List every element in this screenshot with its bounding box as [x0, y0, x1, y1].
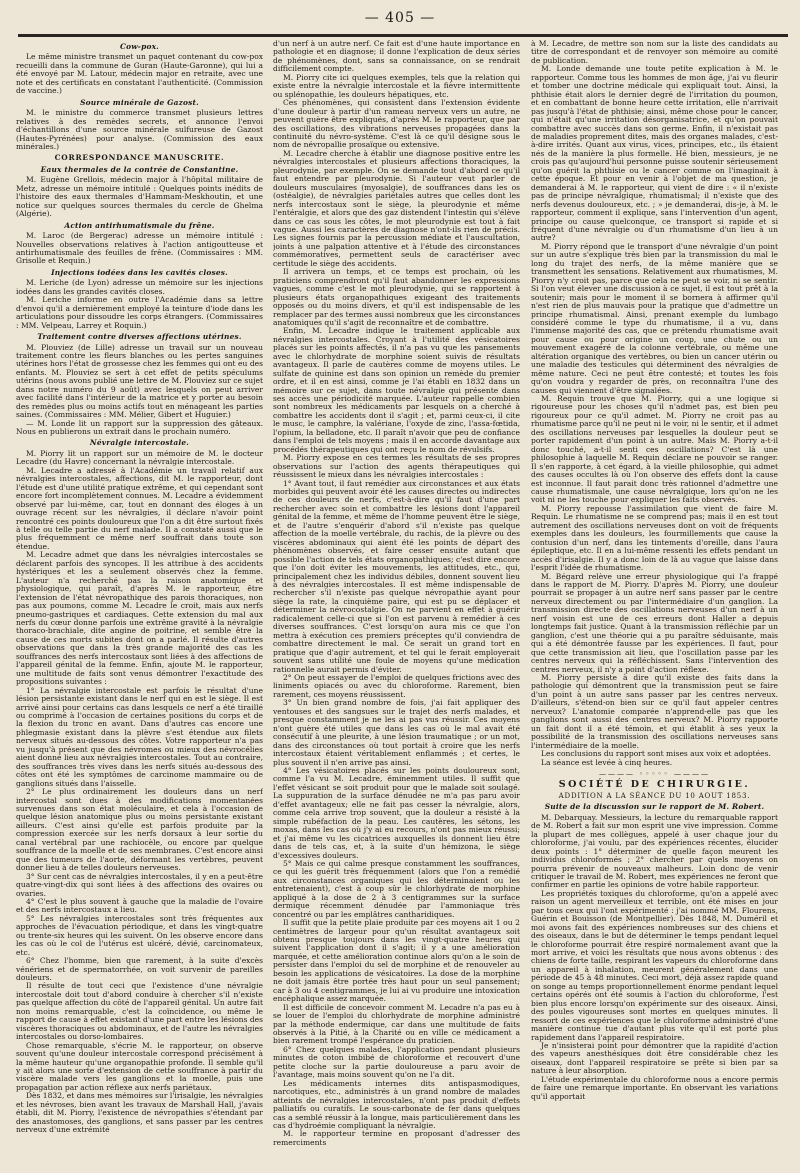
- paragraph: Les conclusions du rapport sont mises aux voix et adoptées.: [541, 749, 771, 759]
- page-number: — 405 —: [364, 10, 436, 26]
- paragraph: M. Eugène Grellois, médecin major à l'hôpital militaire de Metz, adresse un mémoire intitulé : Quelques points inédits de l'histoire des eaux thermales d'Hammam-Meskhoutin, et une notice sur quelques sources thermales du cercle de Ghelma (Algérie).: [16, 175, 263, 219]
- section-heading: Action antirhumatismale du frêne.: [64, 220, 215, 230]
- paragraph: M. Piorry répond que le transport d'une névralgie d'un point sur un autre s'explique très bien par la transmission du mal le long du trajet des nerfs, de la même manière que se transmettent les sensations. Relativement aux rhumatismes, M. Piorry n'y croit pas, parce que cela ne peut se voir, ni se sentir. Si l'on veut élever une discussion à ce sujet, il est tout prêt à la soutenir; mais pour le moment il se bornera à affirmer qu'il n'est rien de plus mauvais pour la pratique que d'admettre un principe rhumatismal. Ainsi, prenant exemple du lumbago considéré comme le type du rhumatisme, il a vu, dans l'immense majorité des cas, que ce prétendu rhumatisme avait pour cause ou pour origine un coup, une chute ou un mouvement exagéré de la colonne vertébrale, ou même une altération organique des vertèbres, ou bien un cancer utérin ou une maladie des testicules qui déterminent des névralgies de même nature. Ceci ne peut être contesté; et toutes les fois qu'on voudra y regarder de près, on reconnaîtra l'une des causes qui viennent d'être signalées.: [531, 241, 778, 395]
- paragraph: 5° Mais ce qui calme presque constamment les souffrances, ce qui les guérit très fréquemment (alors que l'on a remédié aux circonstances organiques qui les déterminaient ou les entretenaient), c'est à coup sûr le chlorhydrate de morphine appliqué à la dose de 2 à 3 centigrammes sur la surface dermique récemment dénudée par l'ammoniaque très concentré ou par les emplâtres cantharidiques.: [273, 858, 520, 919]
- paragraph: 1° La névralgie intercostale est parfois le résultat d'une lésion persistante existant dans le nerf qui en est le siège. Il est arrivé ainsi pour certains cas dans lesquels ce nerf a été tiraillé ou comprimé à l'occasion de certaines positions du corps et de la flexion du tronc en avant. Dans d'autres cas encore une phlegmasie existant dans la plèvre s'est étendue aux filets nerveux situés au-dessous des côtes. Votre rapporteur n'a pas vu jusqu'à présent que des névromes ou mieux des névrocélies aient donné lieu aux névralgies intercostales. Tout au contraire, des souffrances très vives dans les nerfs situés au-dessous des côtes ont été les symptômes de carcinome mammaire ou de ganglions situés dans l'aisselle.: [16, 685, 263, 788]
- paragraph: M. Leriche informe en outre l'Académie dans sa lettre d'envoi qu'il a dernièrement employé la teinture d'iode dans les articulations pour dissoudre les corps étrangers. (Commissaires : MM. Velpeau, Larrey et Roquin.): [16, 295, 263, 330]
- paragraph: Chose remarquable, s'écrie M. le rapporteur, on observe souvent qu'une douleur intercostale correspond précisément à la même hauteur qu'une organopathie profonde. Il semble qu'il y ait alors une sorte d'extension de cette souffrance à partir du viscère malade vers les ganglions et la moelle, puis une propagation par action réflexe aux nerfs pariétaux.: [16, 1040, 263, 1092]
- paragraph: M. le rapporteur termine en proposant d'adresser des remerciments: [273, 1129, 520, 1147]
- paragraph: Enfin, M. Lecadre indique le traitement applicable aux névralgies intercostales. Croyant à l'utilité des vésicatoires placés sur les points affectés, il n'a pas vu que les pansements avec le chlorhydrate de morphine soient suivis de résultats avantageux. Il parle de cautères comme de moyens utiles. Le sulfate de quinine est dans son opinion un remède du premier ordre, et il en est ainsi, comme je l'ai établi en 1832 dans un mémoire sur ce sujet, dans toute névralgie qui présente dans ses accès une périodicité marquée. L'auteur rappelle combien sont nombreux les médicaments par lesquels on a cherché à combattre les accidents dont il s'agit ; et, parmi ceux-ci, il cite le musc, le camphre, la valériane, l'oxyde de zinc, l'assa-fœtida, l'opium, la belladone, etc. Il paraît n'avoir que peu de confiance dans l'emploi de tels moyens ; mais il en accorde davantage aux procédés thérapeutiques qui ont reçu le nom de révulsifs.: [273, 326, 520, 454]
- paragraph: M. Piorry repousse l'assimilation que vient de faire M. Requin. Le rhumatisme ne se comprend pas; mais il en est tout autrement des oscillations nerveuses dont on voit de fréquents exemples dans les douleurs, les fourmillements que cause la contusion d'un nerf, dans les tintements d'oreille, dans l'aura épileptique, etc. Il en a lui-même ressenti les effets pendant un accès d'irisalgie. Il y a donc loin de là au vague que laisse dans l'esprit l'idée de rhumatisme.: [531, 503, 778, 573]
- section-heading: Source minérale de Gazost.: [80, 97, 199, 107]
- paragraph: M. Leriche (de Lyon) adresse un mémoire sur les injections iodées dans les grandes cavités closes.: [16, 278, 263, 296]
- paragraph: Il résulte de tout ceci que l'existence d'une névralgie intercostale doit tout d'abord conduire à chercher s'il n'existe pas quelque affection du côté de l'appareil génital. Un autre fait non moins remarquable, c'est la coïncidence, ou même le rapport de cause à effet existant d'une part entre les lésions des viscères thoraciques ou abdominaux, et de l'autre les névralgies intercostales ou dorso-lombaires.: [16, 981, 263, 1042]
- paragraph: M. Plouviez (de Lille) adresse un travail sur un nouveau traitement contre les fleurs blanches ou les pertes sanguines utérines hors l'état de grossesse chez les femmes qui ont eu des enfants. M. Plouviez se sert à cet effet de petits spéculums utérins (nous avons publié une lettre de M. Plouviez sur ce sujet dans notre numéro du 9 août) avec lesquels on peut arriver avec facilité dans l'intérieur de la matrice et y porter au besoin des remèdes plus ou moins actifs tout en ménageant les parties saines. (Commissaires : MM. Mélier, Gibert et Huguier.): [16, 342, 263, 420]
- column-right: [531, 40, 778, 1165]
- paragraph: M. Bégard relève une erreur physiologique qui l'a frappé dans le rapport de M. Piorry. D'après M. Piorry, une douleur pourrait se propager à un autre nerf sans passer par le centre nerveux directement ou par l'intermédiaire d'un ganglion. La transmission directe des oscillations nerveuses d'un nerf à un nerf voisin est une de ces erreurs dont Haller a depuis longtemps fait justice. Quant à la transmission réfléchie par un ganglion, c'est une théorie qui a pu paraître séduisante, mais qui a été démontrée fausse par les expériences. Il faut, pour que cette transmission ait lieu, que l'oscillation passe par les centres nerveux qui la réfléchissent. Sans l'intervention des centres nerveux, il n'y a point d'action réflexe.: [531, 571, 778, 674]
- paragraph: M. Piorry cite ici quelques exemples, tels que la relation qui existe entre la névralgie intercostale et la fièvre intermittente ou splénopathie, les douleurs hépatiques, etc.: [273, 72, 520, 99]
- society-title: SOCIÉTÉ DE CHIRURGIE.: [558, 779, 751, 791]
- paragraph: Le même ministre transmet un paquet contenant du cow-pox recueilli dans la commune de Guran (Haute-Garonne), qui lui a été envoyé par M. Latour, médecin major en retraite, avec une note et des certificats en constatant l'authenticité. (Commission de vaccine.): [16, 52, 263, 96]
- session-date: ADDITION A LA SÉANCE DU 10 AOUT 1853.: [558, 791, 751, 800]
- paragraph: 4° C'est le plus souvent à gauche que la maladie de l'ovaire et des nerfs intercostaux a lieu.: [16, 896, 263, 915]
- paragraph: 6° Chez l'homme, bien que rarement, à la suite d'excès vénériens et de spermatorrhée, on voit survenir de pareilles douleurs.: [16, 956, 263, 983]
- paragraph: M. Lecadre a adressé à l'Académie un travail relatif aux névralgies intercostales, affections, dit M. le rapporteur, dont l'étude est d'une utilité pratique extrême, et qui cependant sont encore fort incomplètement connues. M. Lecadre a évidemment observé par lui-même, car, tout en donnant des éloges à un ouvrage récent sur les névralgies, il déclare n'avoir point rencontré ces points douloureux que l'on a dit être surtout fixés à telle ou telle partie du nerf malade. Il a constaté aussi que le plus fréquemment ce même nerf souffrait dans toute son étendue.: [16, 465, 263, 551]
- section-heading: Cow-pox.: [120, 42, 159, 51]
- paragraph: M. Piorry lit un rapport sur un mémoire de M. le docteur Lecadre (du Havre) concernant la névralgie intercostale.: [16, 448, 263, 467]
- paragraph: M. Laroc (de Bergerac) adresse un mémoire intitulé : Nouvelles observations relatives à l'action antigoutteuse et antirhumatismale des feuilles de frêne. (Commissaires : MM. Grisolle et Requin.): [16, 231, 263, 266]
- paragraph: Il est difficile de concevoir comment M. Lecadre n'a pas eu à se louer de l'emploi du chlorhydrate de morphine administré par la méthode endermique, car dans une multitude de faits observés à la Pitié, à la Charité ou en ville ce médicament a bien rarement trompé l'espérance du praticien.: [273, 1002, 520, 1046]
- section-heading: CORRESPONDANCE MANUSCRITE.: [54, 153, 225, 163]
- paragraph: M. Lecadre cherche à établir une diagnose positive entre les névralgies intercostales et plusieurs affections thoraciques, la pleurodynie, par exemple. On se demande tout d'abord ce qu'il faut entendre par pleurodynie. Si l'auteur veut parler de douleurs musculaires (myosalgie), de souffrances dans les os (ostéalgie), de névralgies pariétales autres que celles dont les nerfs intercostaux sont le siège, la pleurodynie et même l'entéralgie, et alors que des gaz distendent l'intestin qui s'élève dans ce cas sous les côtes, le mot pleurodynie est tout à fait vague. Aussi les caractères de diagnose n'ont-ils rien de précis. Les signes fournis par la percussion médiate et l'auscultation, joints à une palpation attentive et à l'étude des circonstances commémoratives, permettent seuls de caractériser avec certitude le siège des accidents.: [273, 148, 520, 268]
- section-heading: Névralgie intercostale.: [89, 438, 190, 448]
- paragraph: M. Londe demande une toute petite explication à M. le rapporteur. Comme tous les hommes de mon âge, j'ai vu fleurir et tomber une doctrine médicale qui expliquait tout. Ainsi, la phthisie était alors le dernier degré de l'irritation du poumon, et en combattant de bonne heure cette irritation, elle n'arrivait pas jusqu'à l'état de phthisie; ainsi, même chose pour le cancer, qui n'était qu'une irritation désorganisatrice, et qu'on pouvait combattre avec succès dans son germe. Enfin, il n'existait pas de maladies proprement dites, mais des organes malades, c'est-à-dire irrités. Quant aux virus, vices, principes, etc., ils étaient nés de la manière la plus formelle. Hé bien, messieurs, je ne crois pas qu'aujourd'hui personne puisse soutenir sérieusement qu'on guérit la phthisie ou le cancer comme on l'imaginait à cette époque. Et pour en venir à l'objet de ma question, je demanderai à M. le rapporteur, qui vient de dire : « il n'existe pas de principe névralgique, rhumatismal; il n'existe que des nerfs devenus douloureux, etc. ; » je demanderai, dis-je, à M. le rapporteur, comment il explique, sans l'intervention d'un agent, principe ou cause quelconque, ce transport si rapide et si fréquent d'une névralgie ou d'un rhumatisme d'un lieu à un autre?: [531, 64, 778, 243]
- section-heading: Injections iodées dans les cavités closes.: [51, 267, 228, 277]
- paragraph: 3° Un bien grand nombre de fois, j'ai fait appliquer des ventouses et des sangsues sur le trajet des nerfs malades, et presque constamment je ne les ai pas vus réussir. Ces moyens n'ont guère été utiles que dans les cas où le mal avait été consécutif à une pleurite, à une lésion traumatique ; or un mot, dans des circonstances où tout portait à croire que les nerfs intercostaux étaient véritablement enflammés ; et certes, le plus souvent il n'en arrive pas ainsi.: [273, 698, 520, 767]
- paragraph: M. Lecadre admet que dans les névralgies intercostales se déclarent parfois des syncopes. Il les attribue à des accidents hystériques et les a seulement observés chez la femme. L'auteur n'a recherché pas la raison anatomique et physiologique, qui paraît, d'après M. le rapporteur, être l'extension de l'état névropathique des parois thoraciques, non pas aux poumons, comme M. Lecadre le croit, mais aux nerfs pneumo-gastriques et cardiaques. Cette extension du mal aux nerfs du cœur donne parfois une extrême gravité à la névralgie thoraco-brachiale, dite angine de poitrine, et semble être la cause de ces morts subites dont on a parlé. Il résulte d'autres observations que dans la très grande majorité des cas les souffrances des nerfs intercostaux sont liées à des affections de l'appareil génital de la femme. Enfin, ajoute M. le rapporteur, une multitude de faits sont venus démontrer l'exactitude des propositions suivantes :: [16, 550, 263, 687]
- header-rule: [18, 34, 788, 37]
- paragraph: Les médicaments internes dits antispasmodiques, narcotiques, etc., administrés à un grand nombre de malades atteints de névralgies intercostales, n'ont pas produit d'effets palliatifs ou curatifs. Le sous-carbonate de fer dans quelques cas a semblé réussir à la longue, mais particulièrement dans les cas d'hydroémie compliquant la névralgie.: [273, 1078, 520, 1130]
- paragraph: d'un nerf à un autre nerf. Ce fait est d'une haute importance en pathologie et en diagnose; il donne l'explication de deux séries de phénomènes, dont, sans sa connaissance, on se rendrait difficilement compte.: [273, 40, 520, 74]
- paragraph: L'étude expérimentale du chloroforme nous a encore permis de faire une remarque importante. En observant les variations qu'il apportait: [531, 1074, 778, 1101]
- paragraph: — M. Londe lit un rapport sur la suppression des gâteaux. Nous en publierons un extrait dans le prochain numéro.: [16, 418, 263, 437]
- paragraph: 2° On peut essayer de l'emploi de quelques frictions avec des liniments opiacés ou avec du chloroforme. Rarement, bien rarement, ces moyens réussissent.: [273, 672, 520, 699]
- section-heading: Eaux thermales de la contrée de Constantine.: [40, 164, 239, 174]
- paragraph: M. Debarquay. Messieurs, la lecture du remarquable rapport de M. Robert a fait sur mon esprit une vive impression. Comme la plupart de mes collègues, appelé à user chaque jour du chloroforme, j'ai voulu, par des expériences récentes, élucider deux points : 1° déterminer de quelle façon meurent les individus chloroformés ; 2° chercher par quels moyens on pourra prévenir de nouveaux malheurs. Loin donc de venir critiquer le travail de M. Robert, mes expériences ne feront que confirmer en partie les opinions de votre habile rapporteur.: [531, 812, 778, 890]
- paragraph: 6° Chez quelques malades, l'application pendant plusieurs minutes de coton imbibé de chloroforme et recouvert d'une petite cloche sur la partie douloureuse a paru avoir de l'avantage, mais moins souvent qu'on ne l'a dit.: [273, 1044, 520, 1080]
- paragraph: Il arrivera un temps, et ce temps est prochain, où les praticiens comprendront qu'il faut abandonner les expressions vagues, comme c'est le mot pleurodynie, qui se rapportent à plusieurs états organopathiques exigeant des traitements opposés ou du moins divers, et qu'il est indispensable de les remplacer par des termes aussi nombreux que les circonstances anatomiques qu'il s'agit de reconnaître et de combattre.: [273, 267, 520, 327]
- paragraph: M. Requin trouve que M. Piorry, qui a une logique si rigoureuse pour les choses qu'il n'admet pas, est bien peu rigoureux pour ce qu'il admet. M. Piorry ne croit pas au rhumatisme parce qu'il ne peut ni le voir, ni le sentir, et il admet des oscillations nerveuses par lesquelles la douleur peut se porter rapidement d'un point à un autre. Mais M. Piorry a-t-il donc touché, a-t-il senti ces oscillations? C'est là une philosophie à laquelle M. Requin déclare ne pouvoir se ranger. Il s'en rapporte, à cet égard, à la vieille philosophie, qui admet des causes occultes là où l'on observe des effets dont la cause est inconnue. Il faut parait donc très rationnel d'admettre une cause rhumatismale, une cause névralgique, lors qu'on ne les voit ni ne les touche pour expliquer les faits observés.: [531, 394, 778, 505]
- section-heading: Suite de la discussion sur le rapport de M. Robert.: [544, 802, 765, 812]
- paragraph: Dès 1832, et dans mes mémoires sur l'irisalgie, les névralgies et les névroses, bien avant les travaux de Marshall Hall, j'avais établi, dit M. Piorry, l'existence de névropathies s'étendant par des anastomoses, des ganglions, et sans passer par les centres nerveux d'une extrémité: [16, 1091, 263, 1135]
- column-middle: [273, 40, 520, 1165]
- paragraph: M. Piorry expose en ces termes les résultats de ses propres observations sur l'action des agents thérapeutiques qui réussissent le mieux dans les névralgies intercostales :: [273, 453, 520, 480]
- paragraph: M. Piorry persiste à dire qu'il existe des faits dans la pathologie qui démontrent que la transmission peut se faire d'un point à un autre sans passer par les centres nerveux. D'ailleurs, s'étend-on bien sur ce qu'il faut appeler centres nerveux? L'anatomie comparée n'apprend-elle pas que les ganglions sont aussi des centres nerveux? M. Piorry rapporte un fait dont il a été témoin, et qui établit à ses yeux la possibilité de la transmission des oscillations nerveuses sans l'intermédiaire de la moelle.: [531, 672, 778, 750]
- paragraph: Ces phénomènes, qui consistent dans l'extension évidente d'une douleur à partir d'un rameau nerveux vers un autre, ne peuvent guère être expliqués, d'après M. le rapporteur, que par des oscillations, des vibrations nerveuses propagées dans la continuité du névro-système. C'est là ce qu'il désigne sous le nom de névropallie prosaïque ou extensive.: [273, 98, 520, 150]
- paragraph: La séance est levée à cinq heures.: [541, 757, 673, 767]
- section-divider: ———— ◦◦◦◦◦ ————: [598, 769, 711, 778]
- paragraph: 3° Sur cent cas de névralgies intercostales, il y en a peut-être quatre-vingt-dix qui sont liées à des affections des ovaires ou ovaries.: [16, 871, 263, 898]
- paragraph: à M. Lecadre, de mettre son nom sur la liste des candidats au titre de correspondant et de renvoyer son mémoire au comité de publication.: [531, 40, 778, 65]
- column-left: [16, 40, 263, 1165]
- paragraph: M. le ministre du commerce transmet plusieurs lettres relatives à des remèdes secrets, et annonce l'envoi d'échantillons d'une source minérale sulfureuse de Gazost (Hautes-Pyrénées) pour analyse. (Commission des eaux minérales.): [16, 108, 263, 151]
- paragraph: 1° Avant tout, il faut remédier aux circonstances et aux états morbides qui peuvent avoir été les causes directes ou indirectes de ces douleurs de nerfs, c'est-à-dire qu'il faut d'une part rechercher avec soin et combattre les lésions dont l'appareil génital de la femme, et même de l'homme peuvent être le siège, et de l'autre s'enquérir d'abord s'il n'existe pas quelque affection de la moelle vertébrale, du rachis, de la plèvre ou des viscères abdominaux qui aient été les points de départ des phénomènes observés, et faire cesser ensuite autant que possible l'action de tels états organopathiques; c'est dire encore que l'on doit éviter les mouvements, les attitudes, etc., qui, principalement chez les individus débiles, donnent souvent lieu à des névralgies intercostales. Il est même indispensable de rechercher s'il n'existe pas quelque névropathie ayant pour siège la rate, la cinquième paire, qui est pu se déplacer et déterminer la névrocostalgie. On ne parvient en effet à guérir radicalement celle-ci que si l'on est parvenu à remédier à ces diverses souffrances. C'est lorsqu'on aura mis ce que l'on mettra à exécution ces premiers préceptes qu'il conviendra de combattre directement le mal. Ce serait un grand tort en pratique que d'agir autrement, et tel qui le ferait employerait souvent sans utilité une foule de moyens qu'une médication rationnelle aurait permis d'éviter.: [273, 478, 520, 674]
- paragraph: 4° Les vésicatoires placés sur les points douloureux sont, comme l'a vu M. Lecadre, éminemment utiles. Il suffit que l'effet vésicant se soit produit pour que le malade soit soulagé. La suppuration de la surface dénudée ne m'a pas paru avoir d'effet avantageux; elle ne fait pas cesser la névralgie, alors, comme cela arrive trop souvent, que la douleur a résisté à la simple rubéfaction de la peau. Les cautères, les sétons, les moxas, dans les cas où j'y ai eu recours, n'ont pas mieux réussi; et j'ai même vu les cicatrices auxquelles ils donnent lieu être dans de tels cas, et, à la suite d'un hémizona, le siège d'excessives douleurs.: [273, 765, 520, 860]
- paragraph: Il suffit que la petite plaie produite par ces moyens ait 1 ou 2 centimètres de largeur pour qu'un résultat avantageux soit obtenu presque toujours dans les vingt-quatre heures qui suivent l'application dont il s'agit; il y a une amélioration marquée, et cette amélioration continue alors qu'on a le soin de persister dans l'emploi du sel de morphine et de renouveler au besoin les applications de vésicatoires. La dose de la morphine ne doit jamais être portée très haut pour un seul pansement; car à 3 ou 4 centigrammes, je lui ai vu produire une intoxication encéphalique assez marquée.: [273, 918, 520, 1004]
- paragraph: Les propriétés toxiques du chloroforme, qu'on a appelé avec raison un agent merveilleux et terrible, ont été mises en jour par tous ceux qui l'ont expérimenté : j'ai nommé MM. Flourens, Guérin et Bouisson (de Montpellier). Dès 1848, M. Duméril et moi avons fait des expériences nombreuses sur des chiens et des oiseaux, dans le but de déterminer le temps pendant lequel le chloroforme pourrait être respiré normalement avant que la mort arrive, et voici les résultats que nous avons obtenus : des chiens de forte taille, respirant les vapeurs du chloroforme dans un appareil à inhalation, meurent généralement dans une période de 45 à 48 minutes. Ceci mort, déjà assez rapide quand on songe au temps proportionnellement énorme pendant lequel certains opérés ont été soumis à l'action du chloroforme, l'est bien plus encore lorsqu'on expérimente sur des oiseaux. Ainsi, des poules vigoureuses sont mortes en quelques minutes. Il ressort de ces expériences que le chloroforme administré d'une manière continue tue d'autant plus vite qu'il est porté plus rapidement dans l'appareil respiratoire.: [531, 888, 778, 1042]
- paragraph: Je n'insisterai point pour démontrer que la rapidité d'action des vapeurs anesthésiques doit être considérable chez les oiseaux, dont l'appareil respiratoire se prête si bien par sa nature à leur absorption.: [531, 1041, 778, 1076]
- paragraph: 5° Les névralgies intercostales sont très fréquentes aux approches de l'évacuation périodique, et dans les vingt-quatre ou trente-six heures qui les suivent. On les observe encore dans les cas où le col de l'utérus est ulcéré, dévié, carcinomateux, etc.: [16, 913, 263, 957]
- section-heading: Traitement contre diverses affections utérines.: [37, 332, 242, 342]
- paragraph: 2° Le plus ordinairement les douleurs dans un nerf intercostal sont dues à des modifications momentanées survenues dans son état moléculaire, et cela à l'occasion de quelque lésion anatomique plus ou moins persistante existant ailleurs. C'est ainsi qu'elle est parfois produite par la compression exercée sur les nerfs dorsaux à leur sortie du canal vertébral par une rachiocèle, ou encore par quelque souffrance de la moelle et de ses membranes. C'est encore ainsi que des tumeurs de l'aorte, déformant les vertèbres, peuvent donner lieu à de telles douleurs nerveuses.: [16, 787, 263, 873]
